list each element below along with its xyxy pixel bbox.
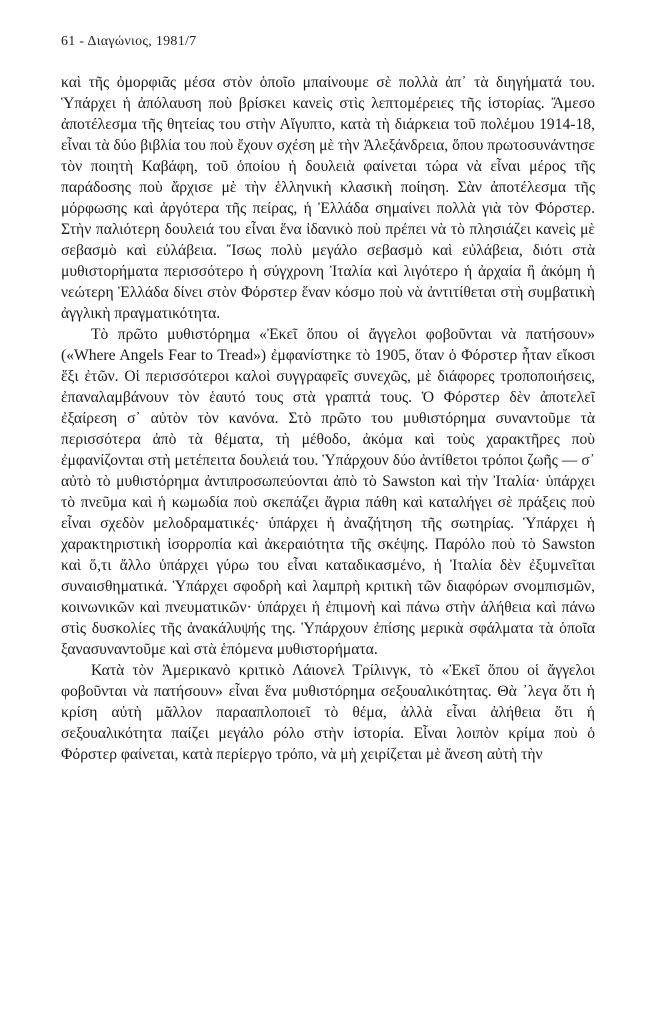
running-head: 61 - Διαγώνιος, 1981/7 <box>61 34 197 49</box>
book-page <box>61 34 595 765</box>
paragraph-2: Τὸ πρῶτο μυθιστόρημα «Ἐκεῖ ὅπου οἱ ἄγγελοι φοβοῦνται νὰ πατήσουν» («Where Angels Fear to Tread») ἐμφανίστηκε τὸ 1905, ὅταν ὁ Φόρστερ ἦταν εἴκοσι ἕξι ἐτῶν. Οἱ περισσότεροι καλοὶ συγγραφεῖς συνεχῶς, μὲ διάφορες τροποποιήσεις, ἐπαναλαμβάνουν τὸν ἑαυτό τους στὰ γραπτά τους. Ὁ Φόρστερ δὲν ἀποτελεῖ ἐξαίρεση σ᾿ αὐτὸν τὸν κανόνα. Στὸ πρῶτο του μυθιστόρημα συναντοῦμε τὰ περισσότερα ἀπὸ τὰ θέματα, τὴ μέθοδο, ἀκόμα καὶ τοὺς χαρακτῆρες ποὺ ἐμφανίζονται στὴ μετέπειτα δουλειά του. Ὑπάρχουν δύο ἀντίθετοι τρόποι ζωῆς — σ᾿ αὐτὸ τὸ μυθιστόρημα ἀντιπροσωπεύονται ἀπὸ τὸ Sawston καὶ τὴν Ἰταλία· ὑπάρχει τὸ πνεῦμα καὶ ἡ κωμωδία ποὺ σκεπάζει ἄγρια πάθη καὶ καταλήγει σὲ πράξεις ποὺ εἶναι σχεδὸν μελοδραματικές· ὑπάρχει ἡ ἀναζήτηση τῆς σωτηρίας. Ὑπάρχει ἡ χαρακτηριστικὴ ἰσορροπία καὶ ἀκεραιότητα τῆς σκέψης. Παρόλο ποὺ τὸ Sawston καὶ ὅ,τι ἄλλο ὑπάρχει γύρω του εἶναι καταδικασμένο, ἡ Ἰταλία δὲν ἐξυμνεῖται συναισθηματικά. Ὑπάρχει σφοδρὴ καὶ λαμπρὴ κριτικὴ τῶν διαφόρων σνομπισμῶν, κοινωνικῶν καὶ πνευματικῶν· ὑπάρχει ἡ ἐπιμονὴ καὶ πάνω στὴν ἀλήθεια καὶ πάνω στὶς δυσκολίες τῆς ἀνακάλυψής της. Ὑπάρχουν ἐπίσης μερικὰ σφάλματα τὰ ὁποῖα ξανασυναντοῦμε καὶ στὰ ἑπόμενα μυθιστορήματα. <box>61 326 595 658</box>
paragraph-3: Κατὰ τὸν Ἀμερικανὸ κριτικὸ Λάιονελ Τρίλινγκ, τὸ «Ἐκεῖ ὅπου οἱ ἄγγελοι φοβοῦνται νὰ πατήσουν» εἶναι ἕνα μυθιστόρημα σεξουαλικότητας. Θὰ ᾿λεγα ὅτι ἡ κρίση αὐτὴ μᾶλλον παρααπλοποιεῖ τὸ θέμα, ἀλλὰ εἶναι ἀλήθεια ὅτι ἡ σεξουαλικότητα παίζει μεγάλο ρόλο στὴν ἱστορία. Εἶναι λοιπὸν κρίμα ποὺ ὁ Φόρστερ φαίνεται, κατὰ περίεργο τρόπο, νὰ μὴ χειρίζεται μὲ ἄνεση αὐτὴ τὴν <box>61 662 595 763</box>
body-text <box>61 72 595 765</box>
paragraph-1: καὶ τῆς ὀμορφιᾶς μέσα στὸν ὁποῖο μπαίνουμε σὲ πολλὰ ἀπ᾿ τὰ διηγήματά του. Ὑπάρχει ἡ ἀπόλαυση ποὺ βρίσκει κανεὶς στὶς λεπτομέρειες τῆς ἱστορίας. Ἄμεσο ἀποτέλεσμα τῆς θητείας του στὴν Αἴγυπτο, κατὰ τὴ διάρκεια τοῦ πολέμου 1914-18, εἶναι τὰ δύο βιβλία του ποὺ ἔχουν σχέση μὲ τὴν Ἀλεξάνδρεια, ὅπου πρωτοσυνάντησε τὸν ποιητὴ Καβάφη, τοῦ ὁποίου ἡ δουλειὰ φαίνεται τώρα νὰ εἶναι μέρος τῆς παράδοσης ποὺ ἄρχισε μὲ τὴν ἑλληνικὴ κλασικὴ ποίηση. Σὰν ἀποτέλεσμα τῆς μόρφωσης καὶ ἀργότερα τῆς πείρας, ἡ Ἑλλάδα σημαίνει πολλὰ γιὰ τὸν Φόρστερ. Στὴν παλιότερη δουλειά του εἶναι ἕνα ἰδανικὸ ποὺ πρέπει νὰ τὸ πλησιάζει κανεὶς μὲ σεβασμὸ καὶ εὐλάβεια. Ἴσως πολὺ μεγάλο σεβασμὸ καὶ εὐλάβεια, διότι στὰ μυθιστορήματα περισσότερο ἡ σύγχρονη Ἰταλία καὶ λιγότερο ἡ ἀρχαία ἢ ἀκόμη ἡ νεώτερη Ἑλλάδα δίνει στὸν Φόρστερ ἕναν κόσμο ποὺ νὰ ἀντιτίθεται στὴ συμβατικὴ ἀγγλικὴ πραγματικότητα. <box>61 74 595 322</box>
